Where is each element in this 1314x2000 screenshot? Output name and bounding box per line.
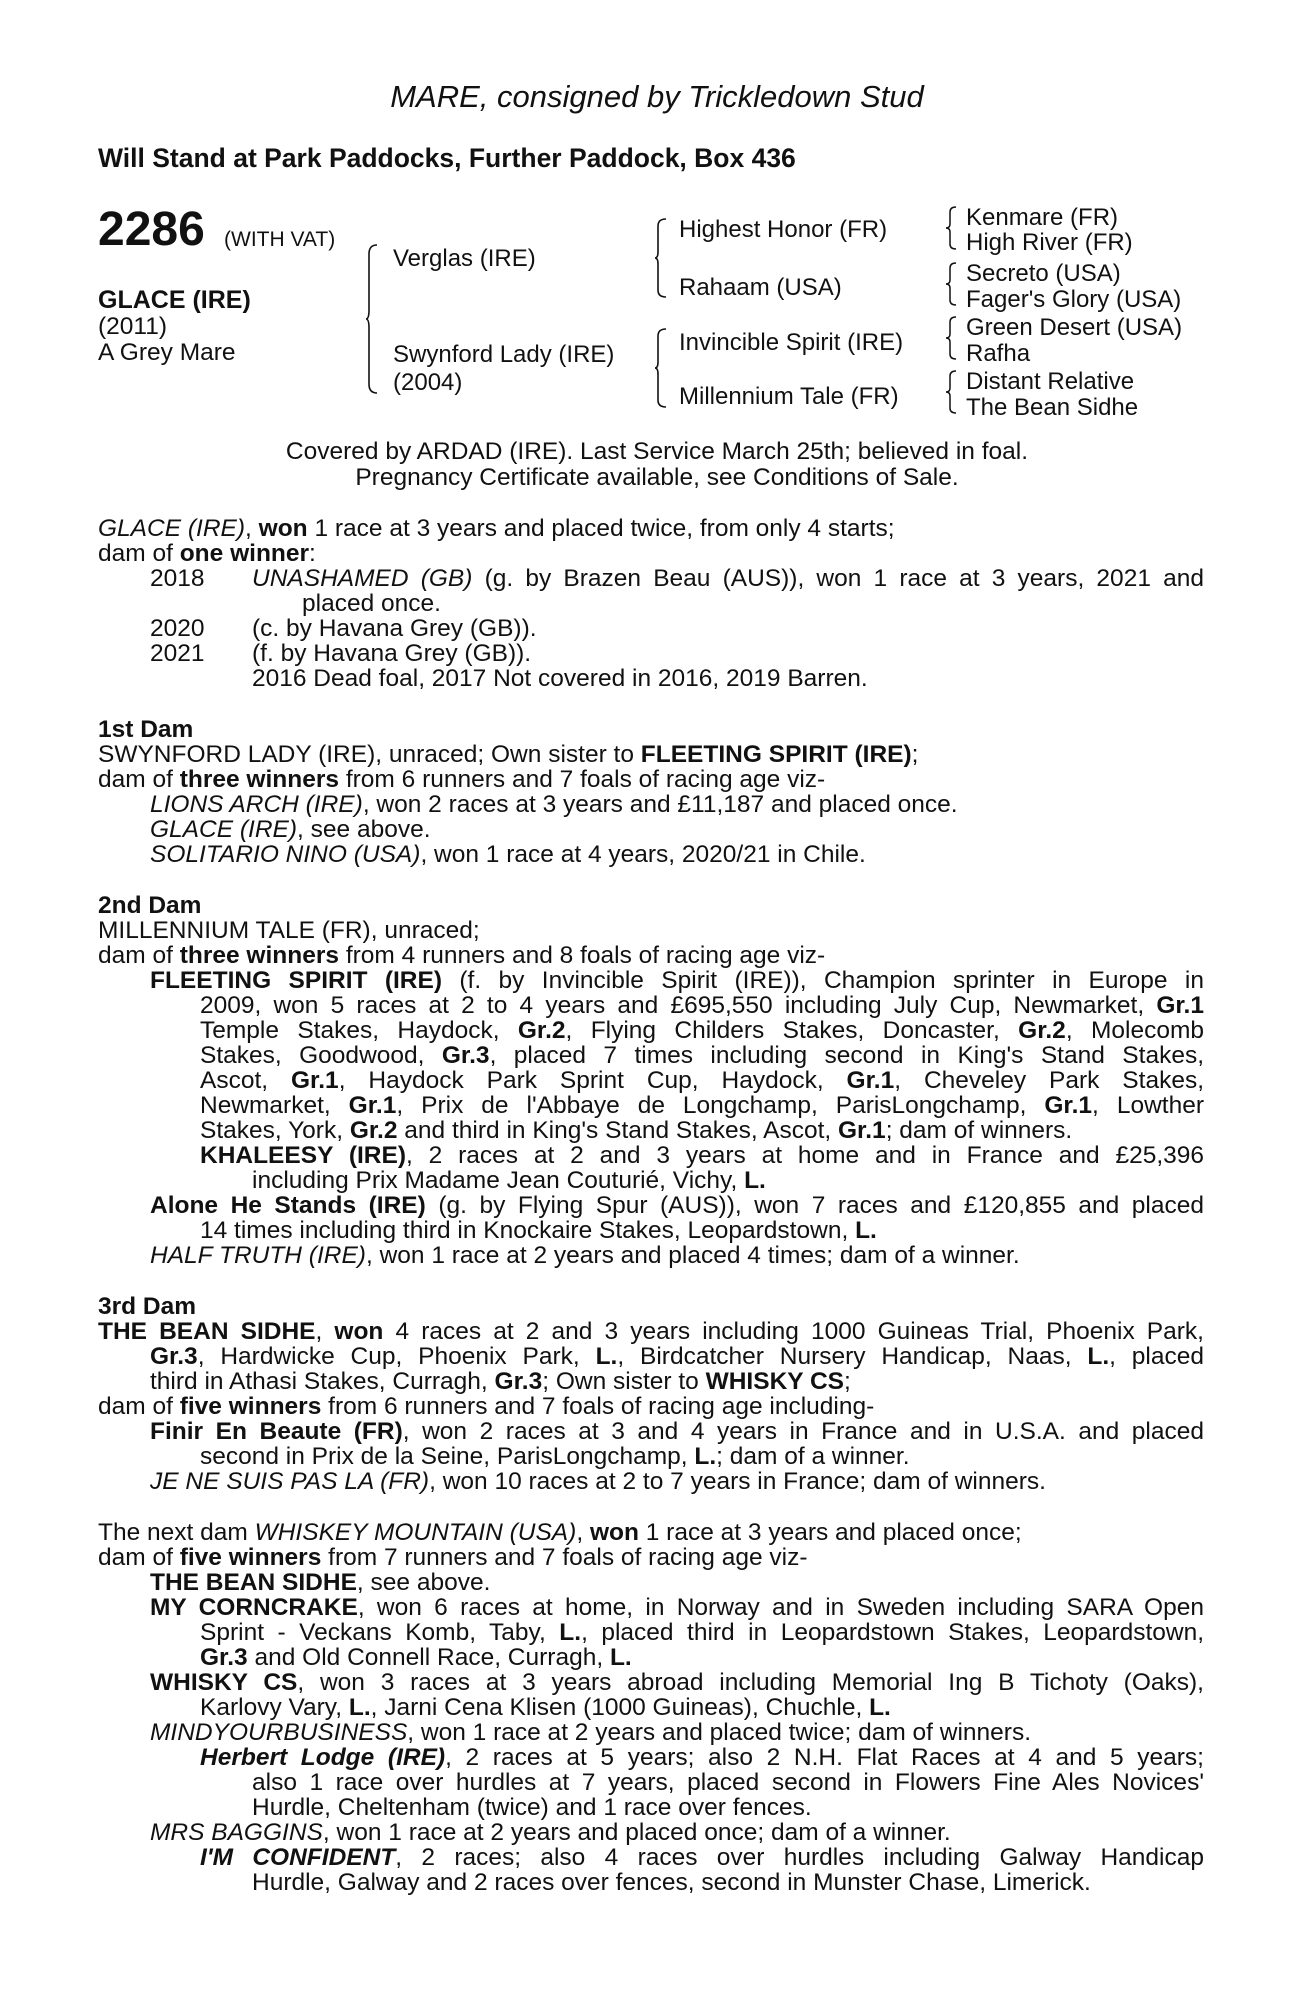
horse-description: A Grey Mare [98,339,236,366]
page-header: MARE, consigned by Trickledown Stud [390,79,924,114]
nextdam-produce: MINDYOURBUSINESS, won 1 race at 2 years and placed twice; dam of winners. [150,1719,1032,1746]
dam2-heading: 2nd Dam [98,892,202,919]
dam2-produce-cont: 2009, won 5 races at 2 to 4 years and £695,550 including July Cup, Newmarket, Gr.1 [200,992,1204,1019]
nextdam-line: The next dam WHISKEY MOUNTAIN (USA), won 1 race at 3 years and placed once; [98,1519,1022,1546]
dam2-produce: HALF TRUTH (IRE), won 1 race at 2 years and placed 4 times; dam of a winner. [150,1242,1020,1269]
pedigree-gs4: Millennium Tale (FR) [679,383,899,410]
horse-year: (2011) [98,313,168,340]
nextdam-produce-cont: Gr.3 and Old Connell Race, Curragh, L. [200,1644,632,1671]
pedigree-gs3: Invincible Spirit (IRE) [679,329,904,356]
dam1-line: dam of three winners from 6 runners and 7 foals of racing age viz- [98,766,826,793]
nextdam-grandproduce: Herbert Lodge (IRE), 2 races at 5 years; also 2 N.H. Flat Races at 4 and 5 years; [200,1744,1204,1771]
dam2-produce-cont: 14 times including third in Knockaire Stakes, Leopardstown, L. [200,1217,877,1244]
produce-year: 2021 [150,640,205,667]
pedigree-brace-dam [654,328,668,408]
pedigree-brace-main [365,244,379,394]
pedigree-brace-ggs4 [944,370,958,414]
nextdam-grandproduce-cont: also 1 race over hurdles at 7 years, placed second in Flowers Fine Ales Novices' [252,1769,1204,1796]
dam2-grandproduce: KHALEESY (IRE), 2 races at 2 and 3 years at home and in France and £25,396 [200,1142,1205,1169]
dam1-heading: 1st Dam [98,716,194,743]
dam1-line: SWYNFORD LADY (IRE), unraced; Own sister to FLEETING SPIRIT (IRE); [98,741,919,768]
dam3-produce-cont: second in Prix de la Seine, ParisLongchamp, L.; dam of a winner. [200,1443,910,1470]
pedigree-gs1: Highest Honor (FR) [679,216,888,243]
dam2-produce-cont: Newmarket, Gr.1, Prix de l'Abbaye de Longchamp, ParisLongchamp, Gr.1, Lowther [200,1092,1204,1119]
dam3-heading: 3rd Dam [98,1293,197,1320]
produce-entry: (f. by Havana Grey (GB)). [252,640,532,667]
pedigree-ggs: Rafha [966,340,1031,367]
dam2-line: dam of three winners from 4 runners and 8 foals of racing age viz- [98,942,826,969]
dam2-produce-cont: Temple Stakes, Haydock, Gr.2, Flying Childers Stakes, Doncaster, Gr.2, Molecomb [200,1017,1204,1044]
produce-entry: UNASHAMED (GB) (g. by Brazen Beau (AUS)), won 1 race at 3 years, 2021 and [252,565,1204,592]
lot-number: 2286 [98,203,205,256]
pedigree-sire: Verglas (IRE) [393,245,536,272]
covered-line: Covered by ARDAD (IRE). Last Service March 25th; believed in foal. [285,438,1029,465]
nextdam-produce: MY CORNCRAKE, won 6 races at home, in Norway and in Sweden including SARA Open [150,1594,1204,1621]
pedigree-gs2: Rahaam (USA) [679,274,842,301]
pedigree-ggs: Distant Relative [966,368,1135,395]
dam2-produce-cont: Ascot, Gr.1, Haydock Park Sprint Cup, Haydock, Gr.1, Cheveley Park Stakes, [200,1067,1204,1094]
pedigree-ggs: Green Desert (USA) [966,314,1183,341]
pedigree-brace-ggs2 [944,262,958,306]
dam3-produce: JE NE SUIS PAS LA (FR), won 10 races at 2 to 7 years in France; dam of winners. [150,1468,1046,1495]
stand-location: Will Stand at Park Paddocks, Further Paddock, Box 436 [98,143,796,173]
dam3-line: dam of five winners from 6 runners and 7 foals of racing age including- [98,1393,875,1420]
dam1-produce: SOLITARIO NINO (USA), won 1 race at 4 years, 2020/21 in Chile. [150,841,866,868]
dam2-produce: FLEETING SPIRIT (IRE) (f. by Invincible Spirit (IRE)), Champion sprinter in Europe in [150,967,1204,994]
pedigree-ggs: The Bean Sidhe [966,394,1139,421]
produce-entry: (c. by Havana Grey (GB)). [252,615,537,642]
pregnancy-line: Pregnancy Certificate available, see Conditions of Sale. [355,464,959,491]
horse-name: GLACE (IRE) [98,286,251,314]
dam3-line: THE BEAN SIDHE, won 4 races at 2 and 3 years including 1000 Guineas Trial, Phoenix Park, [98,1318,1204,1345]
dam1-produce: GLACE (IRE), see above. [150,816,431,843]
nextdam-grandproduce-cont: Hurdle, Cheltenham (twice) and 1 race over fences. [252,1794,812,1821]
pedigree-ggs: Fager's Glory (USA) [966,286,1182,313]
nextdam-produce: THE BEAN SIDHE, see above. [150,1569,491,1596]
produce-misc: 2016 Dead foal, 2017 Not covered in 2016, 2019 Barren. [252,665,868,692]
pedigree-brace-sire [654,218,668,298]
dam3-produce: Finir En Beaute (FR), won 2 races at 3 and 4 years in France and in U.S.A. and placed [150,1418,1204,1445]
dam2-line: MILLENNIUM TALE (FR), unraced; [98,917,480,944]
nextdam-produce: MRS BAGGINS, won 1 race at 2 years and placed once; dam of a winner. [150,1819,951,1846]
nextdam-grandproduce-cont: Hurdle, Galway and 2 races over fences, second in Munster Chase, Limerick. [252,1869,1091,1896]
pedigree-dam-year: (2004) [393,369,463,396]
pedigree-dam: Swynford Lady (IRE) [393,341,615,368]
nextdam-produce-cont: Sprint - Veckans Komb, Taby, L., placed third in Leopardstown Stakes, Leopardstown, [200,1619,1205,1646]
dam2-produce-cont: Stakes, York, Gr.2 and third in King's Stand Stakes, Ascot, Gr.1; dam of winners. [200,1117,1073,1144]
glace-record-line: GLACE (IRE), won 1 race at 3 years and placed twice, from only 4 starts; [98,515,895,542]
nextdam-produce: WHISKY CS, won 3 races at 3 years abroad including Memorial Ing B Tichoty (Oaks), [150,1669,1204,1696]
glace-dam-of-line: dam of one winner: [98,540,316,567]
pedigree-ggs: Secreto (USA) [966,260,1121,287]
dam2-produce: Alone He Stands (IRE) (g. by Flying Spur (AUS)), won 7 races and £120,855 and placed [150,1192,1205,1219]
dam3-line-cont: Gr.3, Hardwicke Cup, Phoenix Park, L., Birdcatcher Nursery Handicap, Naas, L., placed [150,1343,1205,1370]
pedigree-brace-ggs1 [944,206,958,250]
nextdam-line: dam of five winners from 7 runners and 7 foals of racing age viz- [98,1544,808,1571]
produce-year: 2018 [150,565,205,592]
dam1-produce: LIONS ARCH (IRE), won 2 races at 3 years and £11,187 and placed once. [150,791,958,818]
pedigree-ggs: Kenmare (FR) [966,204,1119,231]
dam3-line-cont: third in Athasi Stakes, Curragh, Gr.3; Own sister to WHISKY CS; [150,1368,851,1395]
dam2-produce-cont: Stakes, Goodwood, Gr.3, placed 7 times including second in King's Stand Stakes, [200,1042,1204,1069]
dam2-grandproduce-cont: including Prix Madame Jean Couturié, Vichy, L. [252,1167,766,1194]
produce-year: 2020 [150,615,205,642]
vat-label: (WITH VAT) [224,228,336,251]
nextdam-produce-cont: Karlovy Vary, L., Jarni Cena Klisen (1000 Guineas), Chuchle, L. [200,1694,891,1721]
nextdam-grandproduce: I'M CONFIDENT, 2 races; also 4 races over hurdles including Galway Handicap [200,1844,1204,1871]
pedigree-ggs: High River (FR) [966,229,1133,256]
produce-entry-cont: placed once. [302,590,441,617]
pedigree-brace-ggs3 [944,316,958,360]
